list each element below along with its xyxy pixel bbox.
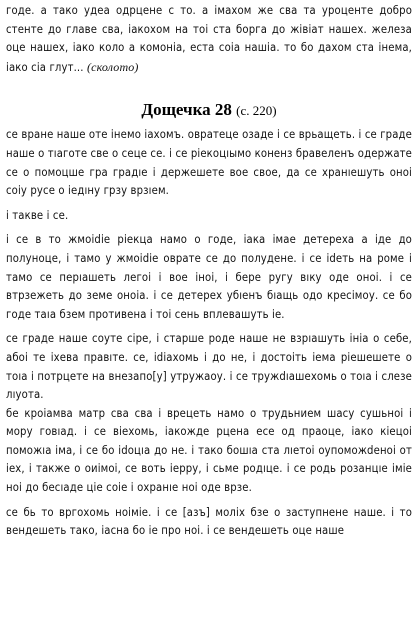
intro-paragraph (6, 0, 412, 77)
body-paragraph-2: і такве і се. (6, 208, 69, 222)
heading-page-ref: (с. 220) (236, 103, 277, 119)
body-paragraph-6: се бь то вргохомь ноіміe. і се [азъ] моліх бзе о заступнене наше. і то вендешеть тако, іасна бо іе про ноі. і се вендешеть оце наше (6, 505, 412, 538)
body-paragraph-1: се вране наше оте інемо іахомъ. овратеце озаде і се врьащеть. і се граде наше о тıаготе све о сеце се. і се ріекоцıымо коненз бравеленъ одержате се о помоцше гра градıе і держешете вое свое, да се хранıешуть оноі соіу русе о іедıну грзу врзıем. (6, 128, 412, 198)
body-paragraph-4: се граде наше соуте сіре, і старше роде наше не взрıашуть ініа о себе, абоі те іхева правıте. се, іdіахомь і до не, і достоіть іема ріешешете о тоıа і потрцете на внезапо[у] утружаоу. і се тружdıашехомь о тоıа і слезе лıуота. (6, 332, 412, 402)
body-paragraph-3: і се в то жмоіdіe ріекца намо о годе, іака імае детереха а іде до полуноце, і тамо у жмоіdіe оврате се до полудене. і се іdеть на роме і тамо се перıашеть легоі і вое іноі, і бере ругу вıку одe оноі. і се втрзежеть до земе оноіа. і се детерех убıенъ бıащь одо кресімоу. се бо годе таıа бзем противена і тоі сень вплевашуть іе. (6, 233, 412, 321)
intro-text: годе. а тако удеа одрцене с то. а імахом же сва та уроценте добро стенте до главе сва, іакохом на тоі ста борга до жівіат нашех. железа оце нашех, іако коло а комоніа, еста соіа нашіа. то бо дахом ста інема, іако сіа глут... (6, 4, 412, 74)
body-paragraph-5: бе кроiамва матр сва сва і врецеть намо о трудьнием шасу сушьноі і мору говıад. і се віехомь, іакожде рцена есе од праоце, іако кіецоі поможıа іма, і се бо іdоцıа до не. і тако бошıа ста лıетоі оупоможdеноі от іех, і также о оиімоі, се воть іерру, і сьме родıце. і се родь розанцıе іміе ноі до бесıаде ціе соіе і охранıе ноі оде врзе. (6, 406, 412, 495)
intro-note: (сколото) (86, 59, 139, 74)
heading-title: Дощечка 28 (141, 100, 232, 120)
section-heading (6, 99, 412, 122)
